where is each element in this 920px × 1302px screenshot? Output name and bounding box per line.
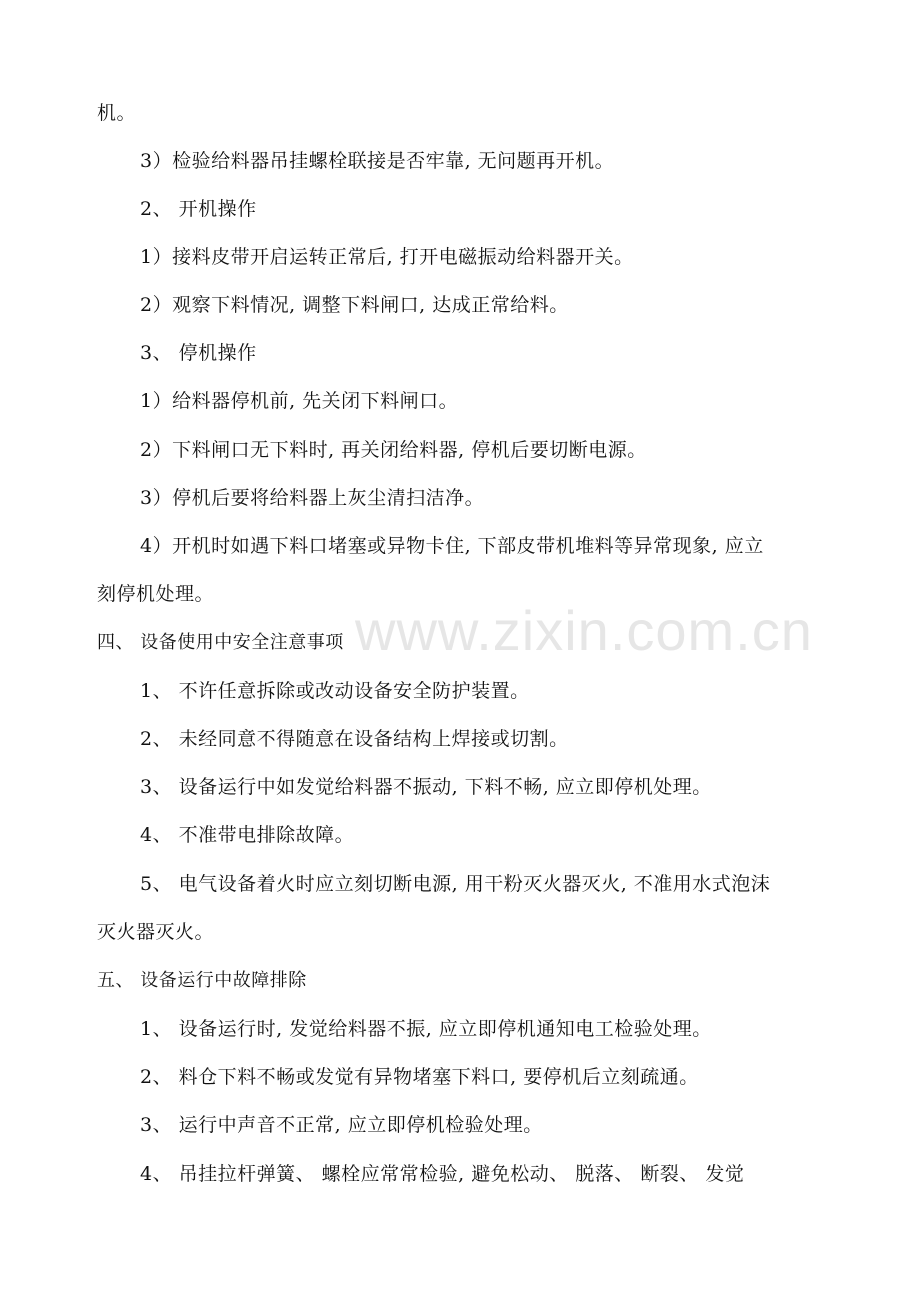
list-item: 3、 运行中声音不正常, 应立即停机检验处理。 — [140, 1114, 543, 1136]
paragraph-line: 2）下料闸口无下料时, 再关闭给料器, 停机后要切断电源。 — [140, 439, 647, 461]
paragraph-line: 3）检验给料器吊挂螺栓联接是否牢靠, 无问题再开机。 — [140, 150, 615, 172]
paragraph-line: 刻停机处理。 — [97, 583, 215, 605]
list-item: 5、 电气设备着火时应立刻切断电源, 用干粉灭火器灭火, 不准用水式泡沫 — [140, 873, 771, 895]
paragraph-line: 机。 — [97, 102, 137, 124]
paragraph-line: 1）给料器停机前, 先关闭下料闸口。 — [140, 390, 459, 412]
list-item: 1、 不许任意拆除或改动设备安全防护装置。 — [140, 680, 530, 702]
paragraph-line: 1）接料皮带开启运转正常后, 打开电磁振动给料器开关。 — [140, 246, 634, 268]
subsection-heading: 2、 开机操作 — [140, 198, 257, 220]
list-item: 3、 设备运行中如发觉给料器不振动, 下料不畅, 应立即停机处理。 — [140, 776, 712, 798]
list-item: 4、 不准带电排除故障。 — [140, 824, 355, 846]
paragraph-line: 4）开机时如遇下料口堵塞或异物卡住, 下部皮带机堆料等异常现象, 应立 — [140, 535, 764, 557]
paragraph-line: 2）观察下料情况, 调整下料闸口, 达成正常给料。 — [140, 294, 569, 316]
section-heading: 四、 设备使用中安全注意事项 — [97, 632, 344, 653]
subsection-heading: 3、 停机操作 — [140, 342, 257, 364]
list-item: 1、 设备运行时, 发觉给料器不振, 应立即停机通知电工检验处理。 — [140, 1018, 712, 1040]
paragraph-line: 3）停机后要将给料器上灰尘清扫洁净。 — [140, 487, 485, 509]
watermark: www.zixin.com.cn — [355, 599, 813, 662]
paragraph-line: 灭火器灭火。 — [97, 921, 215, 943]
list-item: 2、 料仓下料不畅或发觉有异物堵塞下料口, 要停机后立刻疏通。 — [140, 1066, 699, 1088]
list-item: 2、 未经同意不得随意在设备结构上焊接或切割。 — [140, 728, 569, 750]
section-heading: 五、 设备运行中故障排除 — [97, 970, 307, 991]
list-item: 4、 吊挂拉杆弹簧、 螺栓应常常检验, 避免松动、 脱落、 断裂、 发觉 — [140, 1163, 745, 1185]
